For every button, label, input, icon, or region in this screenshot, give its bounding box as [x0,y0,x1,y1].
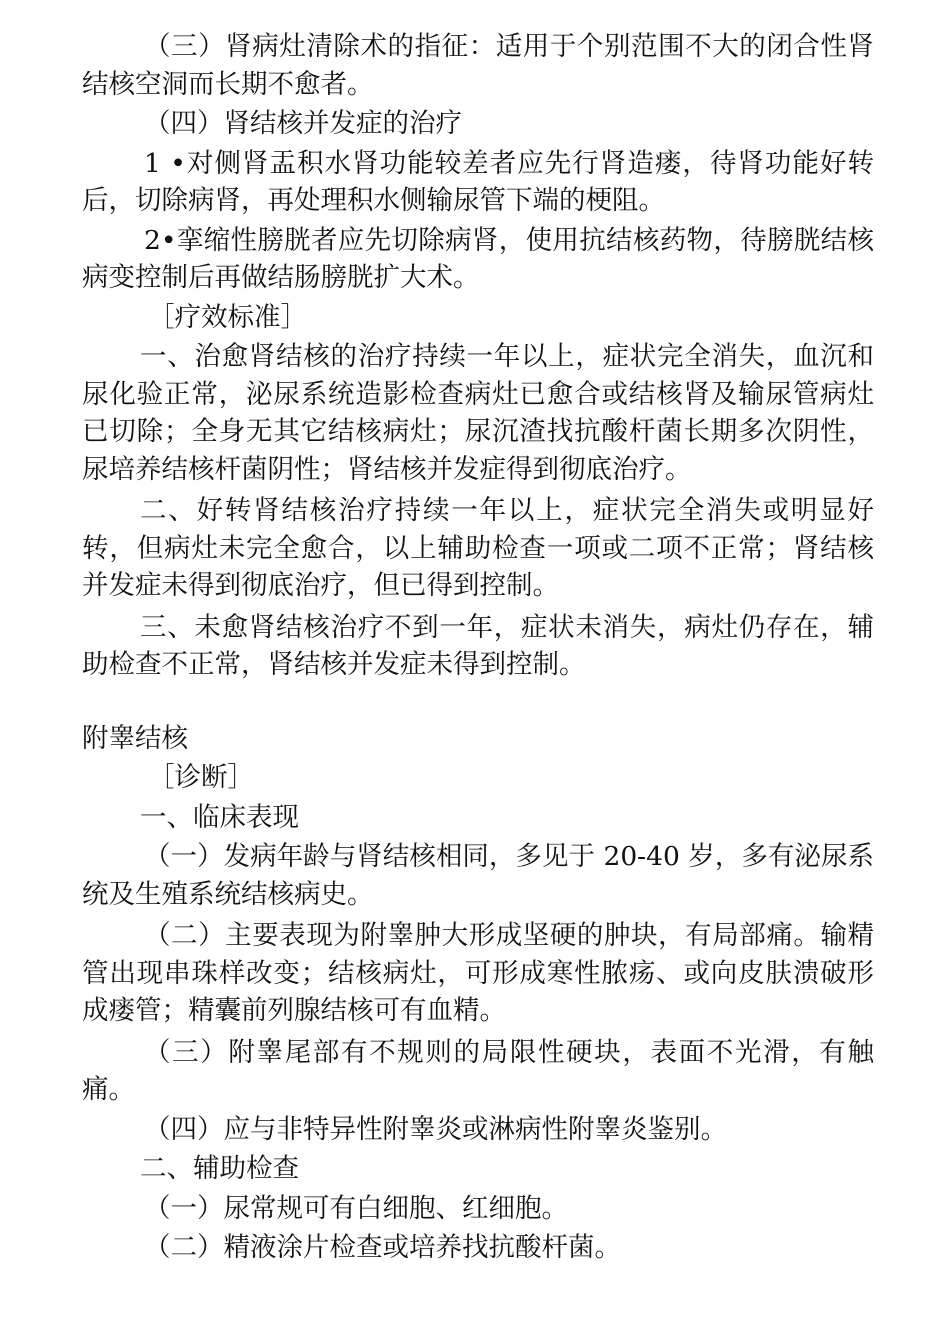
paragraph-improved: 二、好转肾结核治疗持续一年以上，症状完全消失或明显好转，但病灶未完全愈合，以上辅助检查一项或二项不正常；肾结核并发症未得到彻底治疗，但已得到控制。 [82,495,874,601]
auxiliary-item-1: （一）尿常规可有白细胞、红细胞。 [144,1192,568,1224]
auxiliary-item-2: （二）精液涂片检查或培养找抗酸杆菌。 [144,1232,621,1263]
section-title: 附睾结核 [82,722,188,754]
clinical-item-2: （二）主要表现为附睾肿大形成坚硬的肿块，有局部痛。输精管出现串珠样改变；结核病灶，可形成寒性脓疡、或向皮肤溃破形成瘘管；精囊前列腺结核可有血精。 [82,920,874,1026]
clinical-item-3: （三）附睾尾部有不规则的局限性硬块，表面不光滑，有触痛。 [82,1036,874,1105]
paragraph-complication-2: 2•挛缩性膀胱者应先切除病肾，使用抗结核药物，待膀胱结核病变控制后再做结肠膀胱扩大术。 [82,224,874,293]
auxiliary-heading: 二、辅助检查 [140,1153,299,1184]
paragraph-cured: 一、治愈肾结核的治疗持续一年以上，症状完全消失，血沉和尿化验正常，泌尿系统造影检查病灶已愈合或结核肾及输尿管病灶已切除；全身无其它结核病灶；尿沉渣找抗酸杆菌长期多次阴性，尿培养结核杆菌阴性；肾结核并发症得到彻底治疗。 [82,341,874,485]
paragraph-complication-heading: （四）肾结核并发症的治疗 [144,108,462,139]
paragraph-indication-clearance: （三）肾病灶清除术的指征：适用于个别范围不大的闭合性肾结核空洞而长期不愈者。 [82,31,874,100]
paragraph-complication-1: 1 •对侧肾盂积水肾功能较差者应先行肾造瘘，待肾功能好转后，切除病肾，再处理积水侧输尿管下端的梗阻。 [82,147,874,216]
clinical-heading: 一、临床表现 [140,801,299,833]
paragraph-efficacy-heading: ［疗效标准］ [148,301,307,333]
clinical-item-1: （一）发病年龄与肾结核相同，多见于 20-40 岁，多有泌尿系统及生殖系统结核病史。 [82,841,874,910]
clinical-item-4: （四）应与非特异性附睾炎或淋病性附睾炎鉴别。 [144,1113,727,1145]
diagnosis-heading: ［诊断］ [148,762,254,793]
document-page [82,28,874,1267]
paragraph-not-cured: 三、未愈肾结核治疗不到一年，症状未消失，病灶仍存在，辅助检查不正常，肾结核并发症未得到控制。 [82,611,874,680]
